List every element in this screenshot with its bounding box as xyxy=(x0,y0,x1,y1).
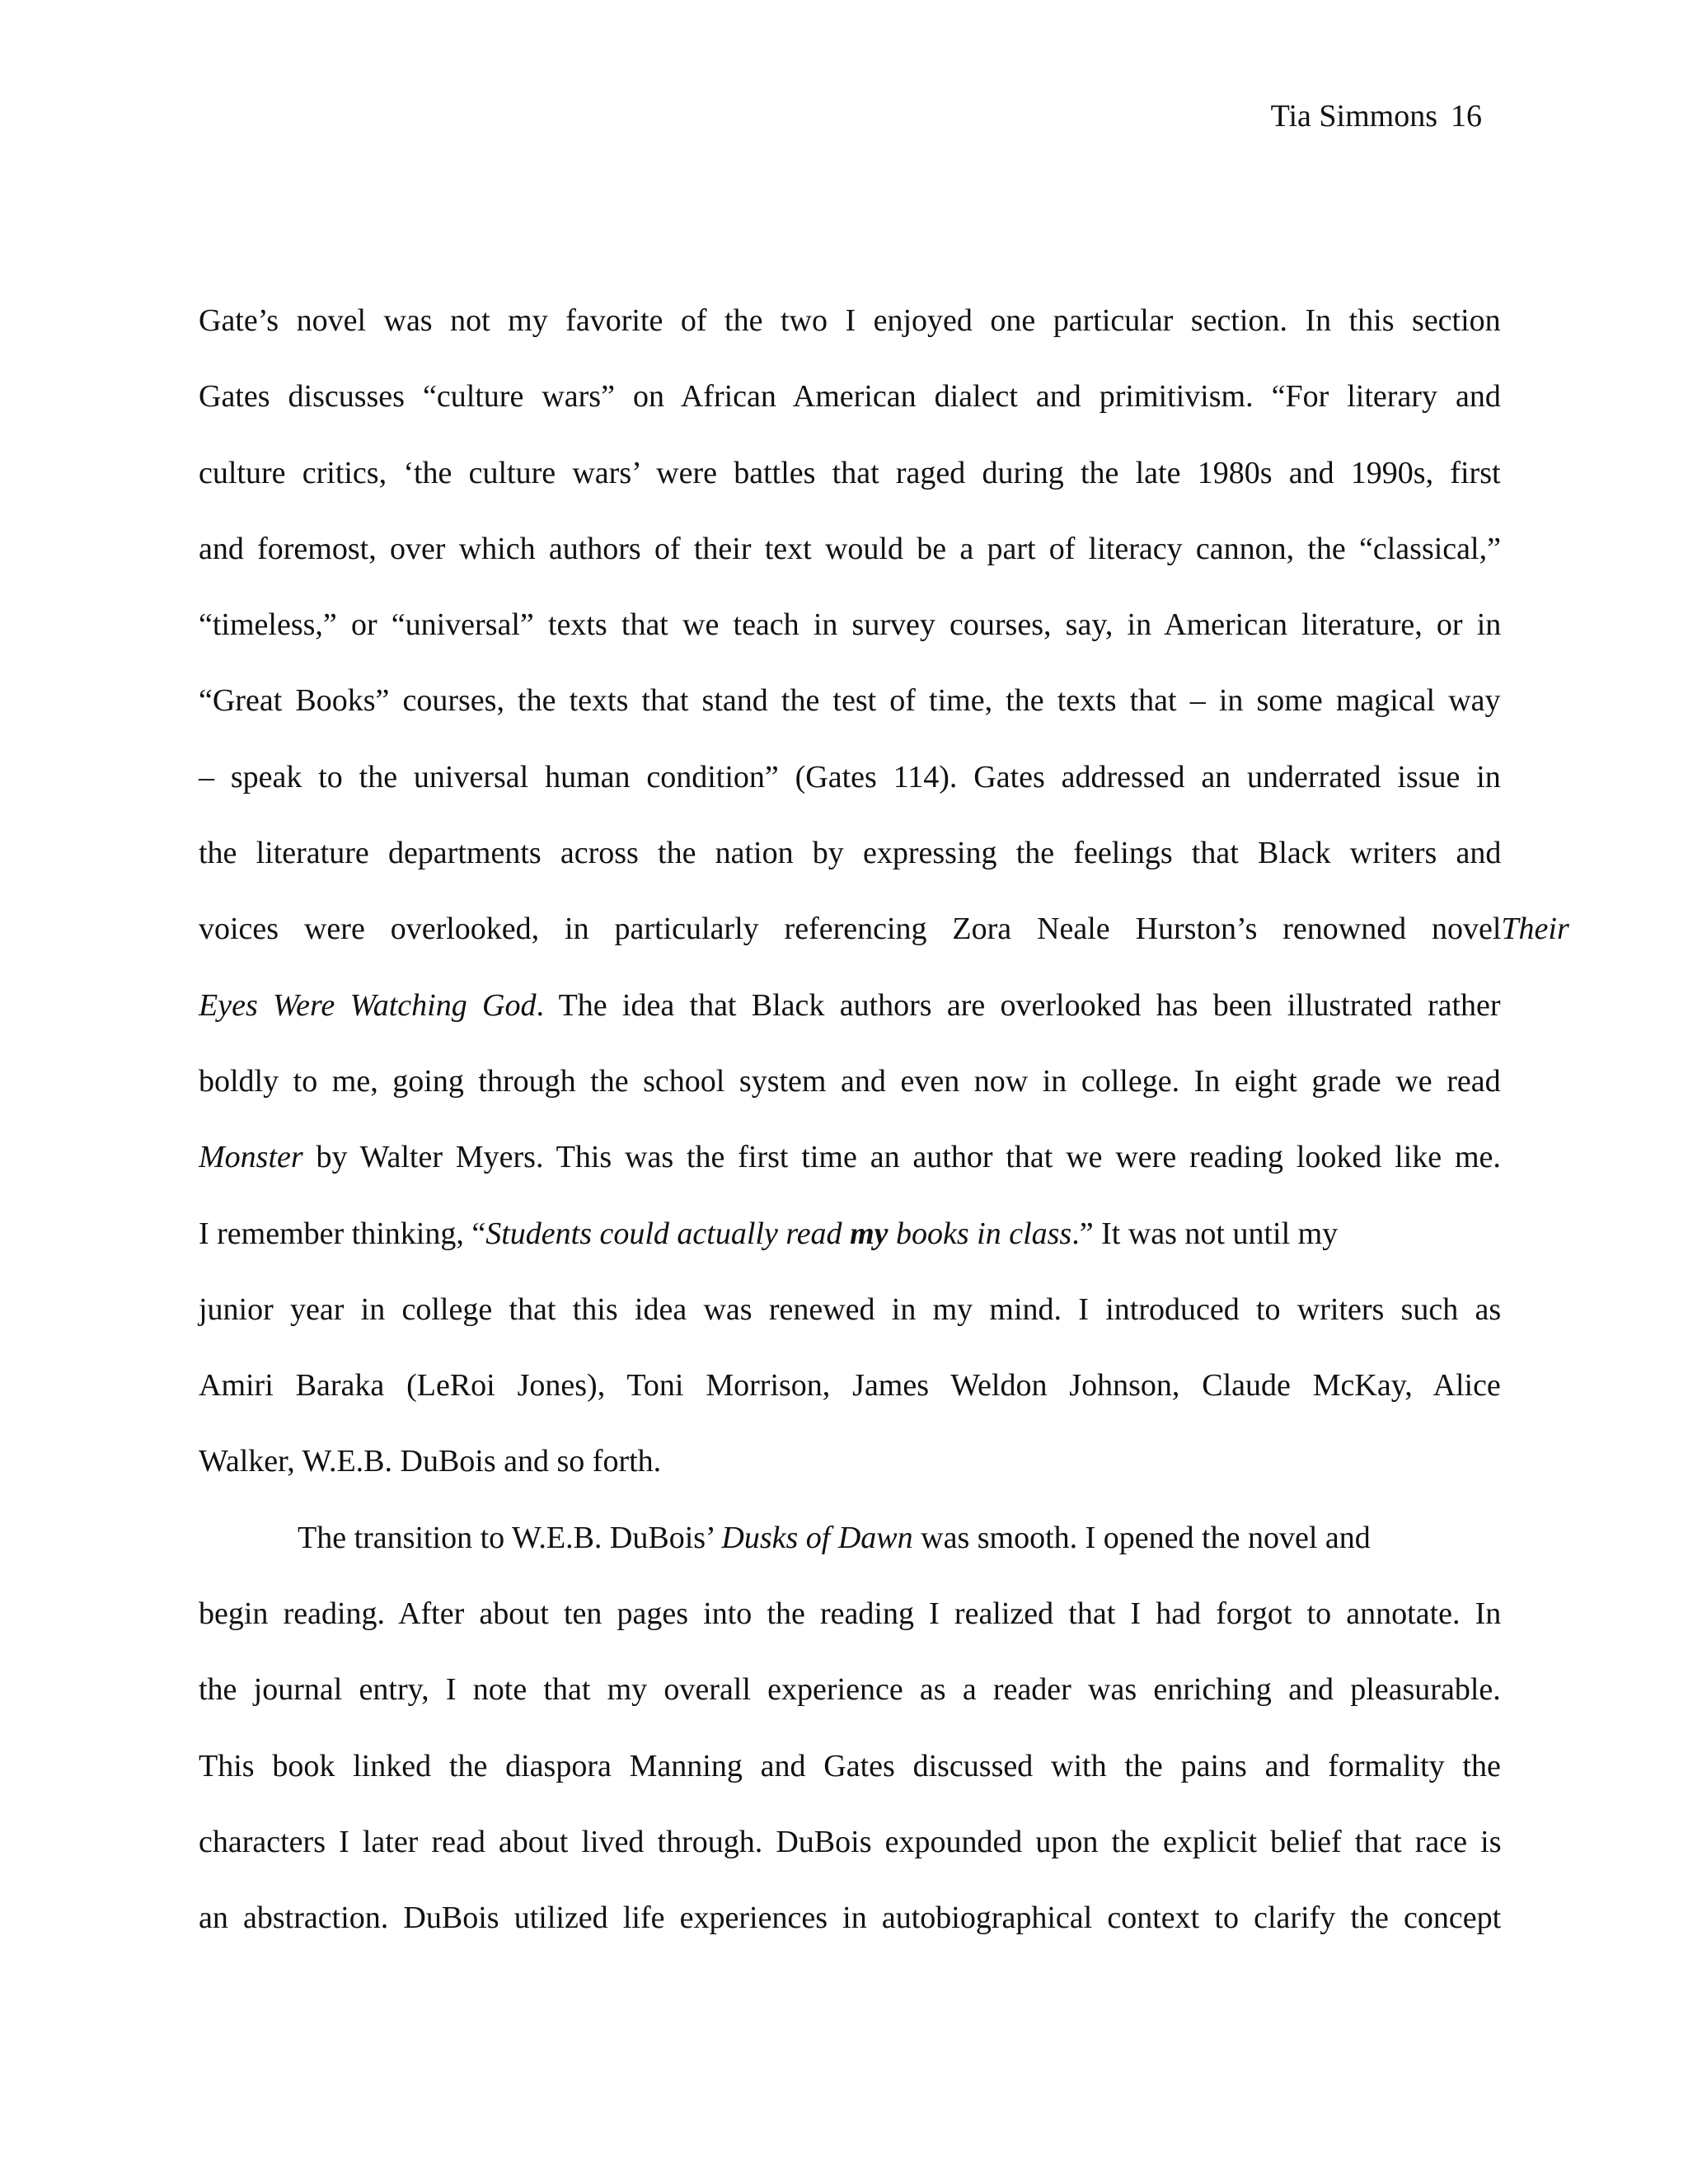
text-line: boldly to me, going through the school system and even now in college. In eight grade we read xyxy=(199,1063,1501,1099)
book-title: Eyes Were Watching God xyxy=(199,987,537,1023)
text-line: the journal entry, I note that my overall experience as a reader was enriching and pleasurable. xyxy=(199,1672,1501,1708)
text-line: and foremost, over which authors of their text would be a part of literacy cannon, the “classical,” xyxy=(199,531,1501,566)
text-line: “Great Books” courses, the texts that stand the test of time, the texts that – in some magical way xyxy=(199,683,1501,719)
text-line: junior year in college that this idea was renewed in my mind. I introduced to writers such as xyxy=(199,1291,1502,1327)
text-line: culture critics, ‘the culture wars’ were battles that raged during the late 1980s and 1990s, first xyxy=(199,455,1501,490)
text-line: Walker, W.E.B. DuBois and so forth. xyxy=(199,1444,662,1479)
text-line: Monster by Walter Myers. This was the first time an author that we were reading looked like me. xyxy=(199,1140,1501,1175)
text-line: – speak to the universal human condition” (Gates 114). Gates addressed an underrated issue in xyxy=(199,759,1501,794)
book-title: Monster xyxy=(199,1140,303,1175)
text-line: This book linked the diaspora Manning and Gates discussed with the pains and formality the xyxy=(199,1748,1501,1783)
book-title: Their xyxy=(1501,912,1569,947)
text-line: I remember thinking, “Students could actually read my books in class.” It was not until my xyxy=(199,1216,1339,1251)
quoted-thought: Students could actually read xyxy=(485,1216,851,1251)
text-line: “timeless,” or “universal” texts that we teach in survey courses, say, in American literature, or in xyxy=(199,607,1502,643)
book-title: Dusks of Dawn xyxy=(721,1520,913,1555)
emphasized-word: my xyxy=(850,1216,889,1251)
text-line: voices were overlooked, in particularly referencing Zora Neale Hurston’s renowned novel Their xyxy=(199,908,1501,984)
text-line: Gate’s novel was not my favorite of the two I enjoyed one particular section. In this section xyxy=(199,303,1501,338)
text-line: an abstraction. DuBois utilized life experiences in autobiographical context to clarify the concept xyxy=(199,1900,1502,1936)
header-author: Tia Simmons xyxy=(1270,99,1437,134)
body-text xyxy=(199,300,1569,1974)
text-line: The transition to W.E.B. DuBois’ Dusks of Dawn was smooth. I opened the novel and xyxy=(298,1520,1371,1555)
text-line: begin reading. After about ten pages into the reading I realized that I had forgot to annotate. In xyxy=(199,1596,1502,1632)
quoted-thought: books in class xyxy=(888,1216,1072,1251)
text-line: Gates discusses “culture wars” on African American dialect and primitivism. “For literary and xyxy=(199,379,1501,415)
text-line: Eyes Were Watching God. The idea that Black authors are overlooked has been illustrated rather xyxy=(199,987,1501,1023)
text-line: the literature departments across the nation by expressing the feelings that Black writers and xyxy=(199,836,1502,871)
text-line: characters I later read about lived through. DuBois expounded upon the explicit belief that race is xyxy=(199,1824,1502,1859)
text-line: Amiri Baraka (LeRoi Jones), Toni Morrison, James Weldon Johnson, Claude McKay, Alice xyxy=(199,1368,1501,1404)
page-number: 16 xyxy=(1451,99,1482,134)
running-header xyxy=(1271,96,1482,137)
